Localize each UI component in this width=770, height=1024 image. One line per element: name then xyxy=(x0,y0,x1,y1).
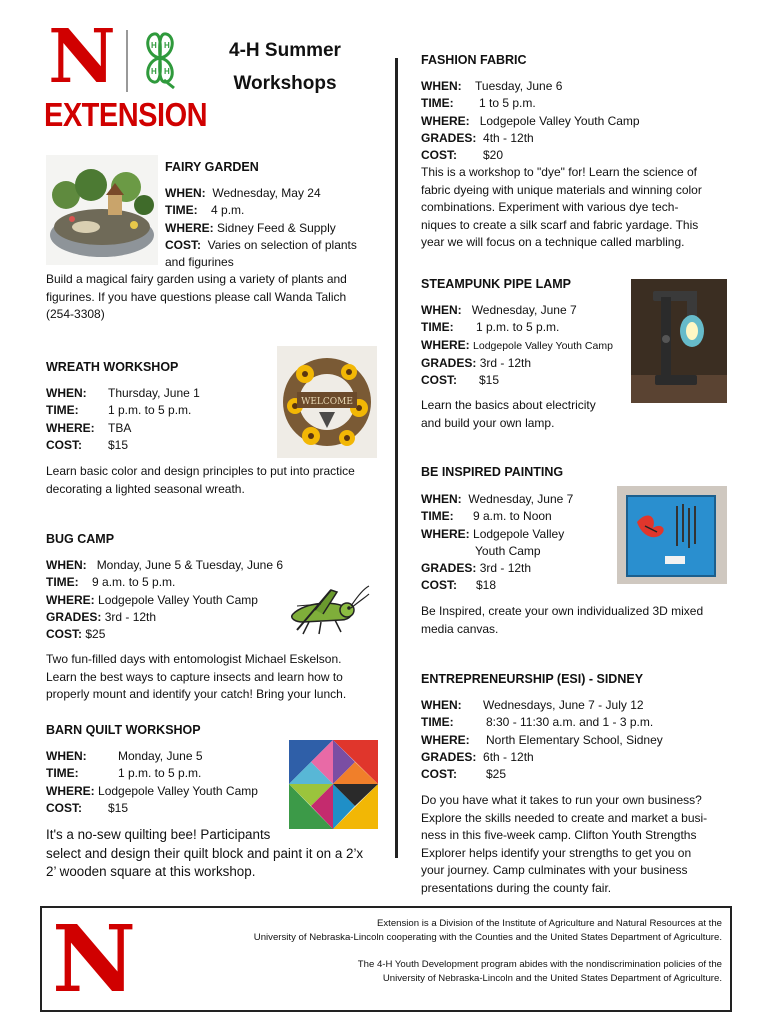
logo-divider xyxy=(126,30,128,92)
wreath-when: Thursday, June 1 xyxy=(108,386,200,400)
description-line: Explorer helps identify your strengths to get you on xyxy=(421,845,692,860)
description-line: Be Inspired, create your own individualized 3D mixed xyxy=(421,604,704,618)
wreath-photo xyxy=(277,346,377,458)
wreath-workshop-title: WREATH WORKSHOP xyxy=(46,360,179,374)
entrepreneurship-details xyxy=(421,697,663,783)
description-line: combinations. Experiment with various dye tech- xyxy=(421,200,679,214)
page-title-line-2: Workshops xyxy=(233,73,337,94)
inspired-painting-where-continued: Youth Camp xyxy=(475,543,541,558)
cost-label: COST: xyxy=(46,800,82,815)
cost-label: COST: xyxy=(421,578,457,593)
description-line: niques to create a silk scarf and fabric yardage. This xyxy=(421,217,699,232)
fairy-garden-cost: Varies on selection of plants xyxy=(207,237,357,252)
description-line: year we will focus on a technique called marbling. xyxy=(421,235,685,249)
grades-label: GRADES: xyxy=(421,130,477,145)
description-line: Explore the skills needed to create and market a busi- xyxy=(421,810,708,825)
nebraska-n-logo: N xyxy=(48,14,116,100)
description-line: presentations during the county fair. xyxy=(421,880,612,895)
description-line: fabric dyeing with unique materials and winning color xyxy=(421,182,702,197)
wreath-where: TBA xyxy=(108,420,132,435)
time-label: TIME: xyxy=(46,403,79,418)
grades-label: GRADES: xyxy=(421,355,477,370)
where-label: WHERE: xyxy=(46,592,95,607)
four-h-clover-icon xyxy=(134,30,186,90)
bug-camp-description xyxy=(46,651,346,704)
barn-quilt-where: Lodgepole Valley Youth Camp xyxy=(98,783,258,798)
footer-nebraska-n-logo: N xyxy=(51,905,137,1013)
column-divider xyxy=(395,58,398,858)
steampunk-lamp-when: Wednesday, June 7 xyxy=(471,303,577,317)
steampunk-lamp-title: STEAMPUNK PIPE LAMP xyxy=(421,277,572,291)
description-line: media canvas. xyxy=(421,621,499,636)
time-label: TIME: xyxy=(46,766,79,781)
description-line: (254-3308) xyxy=(46,307,105,321)
bug-camp-time: 9 a.m. to 5 p.m. xyxy=(92,575,176,590)
steampunk-lamp-description xyxy=(421,397,596,432)
fashion-fabric-time: 1 to 5 p.m. xyxy=(479,96,536,111)
inspired-painting-cost: $18 xyxy=(476,578,497,593)
when-label: WHEN: xyxy=(165,186,206,200)
inspired-painting-when: Wednesday, June 7 xyxy=(468,492,574,506)
where-label: WHERE: xyxy=(46,420,95,435)
description-line: Learn the basics about electricity xyxy=(421,398,596,412)
barn-quilt-title: BARN QUILT WORKSHOP xyxy=(46,723,201,737)
time-label: TIME: xyxy=(46,575,79,590)
cost-label: COST: xyxy=(165,237,201,252)
description-line: figurines. If you have questions please call Wanda Talich xyxy=(46,289,347,304)
where-label: WHERE: xyxy=(421,732,470,747)
time-label: TIME: xyxy=(421,509,454,524)
description-line: 2’ wooden square at this workshop. xyxy=(46,864,256,879)
steampunk-lamp-photo xyxy=(631,279,727,403)
fairy-garden-cost-continued: and figurines xyxy=(165,255,234,270)
svg-text:H: H xyxy=(151,67,157,76)
description-line: ness in this five-week camp. Clifton Youth Strengths xyxy=(421,828,697,842)
cost-label: COST: xyxy=(421,373,457,388)
description-line: Build a magical fairy garden using a variety of plants and xyxy=(46,272,347,286)
bug-camp-grades: 3rd - 12th xyxy=(104,609,157,624)
svg-text:H: H xyxy=(151,41,157,50)
extension-logo xyxy=(44,14,208,134)
where-label: WHERE: xyxy=(421,337,470,352)
when-label: WHEN: xyxy=(46,386,87,400)
cost-label: COST: xyxy=(46,627,82,642)
footer-line: The 4-H Youth Development program abides with the nondiscrimination policies of the xyxy=(357,959,722,970)
description-line: Two fun-filled days with entomologist Michael Eskelson. xyxy=(46,652,342,666)
inspired-painting-photo xyxy=(617,486,727,584)
barn-quilt-block-image xyxy=(289,740,378,829)
wreath-workshop-details xyxy=(46,385,200,454)
description-line: This is a workshop to "dye" for! Learn the science of xyxy=(421,165,697,179)
barn-quilt-time: 1 p.m. to 5 p.m. xyxy=(118,766,202,781)
fashion-fabric-description xyxy=(421,164,702,252)
wreath-time: 1 p.m. to 5 p.m. xyxy=(108,403,192,418)
wreath-workshop-description xyxy=(46,463,355,498)
fairy-garden-title: FAIRY GARDEN xyxy=(165,160,259,174)
cost-label: COST: xyxy=(421,148,457,163)
bug-camp-details xyxy=(46,557,283,643)
description-line: your journey. Camp culminates with your business xyxy=(421,863,688,877)
fashion-fabric-where: Lodgepole Valley Youth Camp xyxy=(479,113,640,128)
footer-line: University of Nebraska-Lincoln cooperating with the Counties and the United States Department of Agriculture. xyxy=(253,931,722,943)
extension-wordmark: EXTENSION xyxy=(44,97,208,134)
fashion-fabric-details xyxy=(421,78,640,164)
fashion-fabric-cost: $20 xyxy=(483,148,504,163)
barn-quilt-description xyxy=(46,826,363,882)
bug-camp-cost: $25 xyxy=(85,627,106,642)
fairy-garden-description xyxy=(46,271,347,324)
where-label: WHERE: xyxy=(421,113,470,128)
inspired-painting-time: 9 a.m. to Noon xyxy=(473,509,552,524)
bug-camp-title: BUG CAMP xyxy=(46,532,115,546)
inspired-painting-details xyxy=(421,491,573,595)
description-line: Do you have what it takes to run your own business? xyxy=(421,793,702,807)
when-label: WHEN: xyxy=(46,749,87,763)
steampunk-lamp-where: Lodgepole Valley Youth Camp xyxy=(473,339,613,352)
wreath-sign-text: WELCOME xyxy=(301,397,353,407)
when-label: WHEN: xyxy=(421,698,462,712)
fairy-garden-when: Wednesday, May 24 xyxy=(212,186,321,200)
barn-quilt-when: Monday, June 5 xyxy=(118,749,203,763)
fairy-garden-time: 4 p.m. xyxy=(211,203,245,218)
steampunk-lamp-cost: $15 xyxy=(479,373,500,388)
footer-line: Extension is a Division of the Institute of Agriculture and Natural Resources at the xyxy=(376,918,722,929)
grades-label: GRADES: xyxy=(46,609,102,624)
barn-quilt-details xyxy=(46,748,258,817)
barn-quilt-cost: $15 xyxy=(108,800,129,815)
steampunk-lamp-time: 1 p.m. to 5 p.m. xyxy=(476,320,560,335)
time-label: TIME: xyxy=(421,96,454,111)
when-label: WHEN: xyxy=(421,303,462,317)
when-label: WHEN: xyxy=(46,558,87,572)
inspired-painting-description xyxy=(421,603,703,638)
description-line: select and design their quilt block and paint it on a 2’x xyxy=(46,845,364,861)
where-label: WHERE: xyxy=(421,526,470,541)
time-label: TIME: xyxy=(421,715,454,730)
footer-text xyxy=(254,917,722,985)
description-line: decorating a lighted seasonal wreath. xyxy=(46,481,245,496)
when-label: WHEN: xyxy=(421,79,462,93)
page-title xyxy=(205,34,365,100)
fairy-garden-where: Sidney Feed & Supply xyxy=(217,220,336,235)
description-line: and build your own lamp. xyxy=(421,415,555,430)
when-label: WHEN: xyxy=(421,492,462,506)
time-label: TIME: xyxy=(165,203,198,218)
inspired-painting-where: Lodgepole Valley xyxy=(473,526,565,541)
entrepreneurship-time: 8:30 - 11:30 a.m. and 1 - 3 p.m. xyxy=(486,715,654,730)
fashion-fabric-when: Tuesday, June 6 xyxy=(475,79,563,93)
entrepreneurship-grades: 6th - 12th xyxy=(483,749,534,764)
footer-line: University of Nebraska-Lincoln and the United States Department of Agriculture. xyxy=(382,972,722,984)
entrepreneurship-cost: $25 xyxy=(486,767,507,782)
entrepreneurship-when: Wednesdays, June 7 - July 12 xyxy=(483,698,644,712)
entrepreneurship-where: North Elementary School, Sidney xyxy=(486,732,663,747)
entrepreneurship-description xyxy=(421,792,707,897)
description-line: Learn the best ways to capture insects and learn how to xyxy=(46,669,343,684)
description-line: properly mount and identify your catch! Bring your lunch. xyxy=(46,687,347,701)
entrepreneurship-title: ENTREPRENEURSHIP (ESI) - SIDNEY xyxy=(421,672,644,686)
fairy-garden-details xyxy=(165,185,357,271)
cost-label: COST: xyxy=(421,767,457,782)
svg-text:H: H xyxy=(164,67,170,76)
grades-label: GRADES: xyxy=(421,749,477,764)
description-line: It's a no-sew quilting bee! Participants xyxy=(46,827,271,842)
fashion-fabric-grades: 4th - 12th xyxy=(483,130,534,145)
cost-label: COST: xyxy=(46,437,82,452)
description-line: Learn basic color and design principles to put into practice xyxy=(46,464,355,478)
svg-text:H: H xyxy=(164,41,170,50)
wreath-cost: $15 xyxy=(108,437,129,452)
grasshopper-illustration xyxy=(285,584,370,636)
fairy-garden-photo xyxy=(46,155,158,265)
footer-box xyxy=(40,906,732,1012)
where-label: WHERE: xyxy=(46,783,95,798)
page-title-line-1: 4-H Summer xyxy=(229,40,341,61)
bug-camp-when: Monday, June 5 & Tuesday, June 6 xyxy=(96,558,284,572)
time-label: TIME: xyxy=(421,320,454,335)
steampunk-lamp-grades: 3rd - 12th xyxy=(479,355,532,370)
grades-label: GRADES: xyxy=(421,561,477,576)
steampunk-lamp-details xyxy=(421,302,613,389)
bug-camp-where: Lodgepole Valley Youth Camp xyxy=(98,592,258,607)
inspired-painting-title: BE INSPIRED PAINTING xyxy=(421,465,564,479)
where-label: WHERE: xyxy=(165,220,214,235)
fashion-fabric-title: FASHION FABRIC xyxy=(421,53,527,67)
inspired-painting-grades: 3rd - 12th xyxy=(479,561,532,576)
